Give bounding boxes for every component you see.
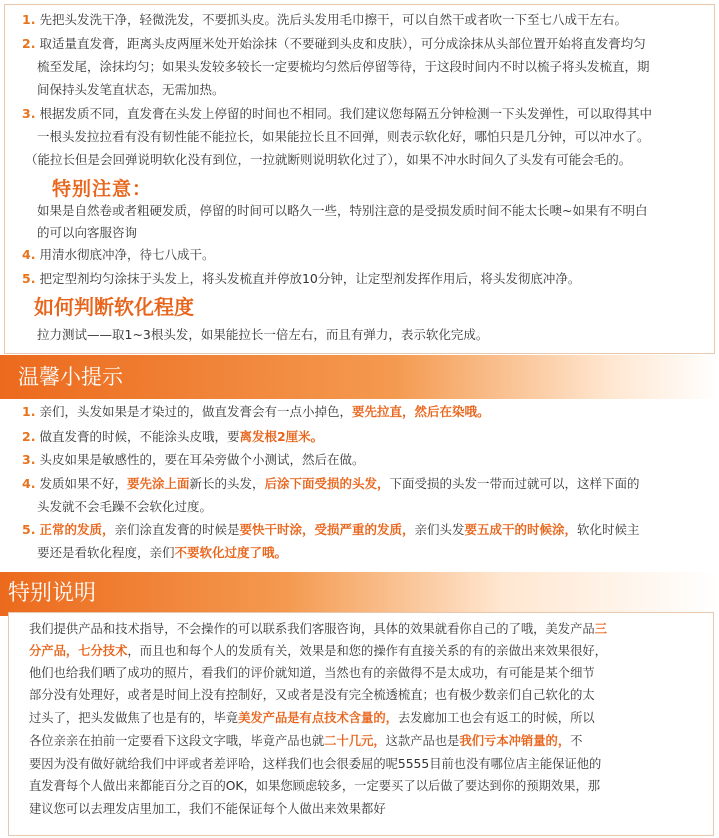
tip-text: 做直发膏的时候，不能涂头皮哦，要	[39, 429, 240, 444]
notice-text: 去发廊加工也会有返工的时候，所以	[397, 711, 595, 725]
notice-highlight: 美发产品是有点技术含量的，	[238, 711, 398, 725]
tip-number: 1.	[22, 404, 36, 419]
tip-text: 要还是看软化程度，亲们	[37, 545, 175, 560]
notice-highlight: 分产品，七分技术	[29, 644, 128, 658]
tip-highlight: 要先涂上面	[126, 476, 190, 491]
notice-line-3: 他们也给我们晒了成功的照片，看我们的评价就知道，当然也有的亲做得不是太成功，有可能是某个细节	[29, 666, 595, 680]
notice-line-2	[29, 641, 607, 663]
step-text: 把定型剂均匀涂抹于头发上，将头发梳直并停放10分钟，让定型剂发挥作用后，将头发彻底冲净。	[39, 271, 581, 286]
tip-2	[22, 428, 323, 446]
tip-text: 头皮如果是敏感性的，要在耳朵旁做个小测试，然后在做。	[39, 452, 365, 467]
softening-test-text: 拉力测试——取1~3根头发，如果能拉长一倍左右，而且有弹力，表示软化完成。	[37, 327, 489, 342]
tip-text: 软化时候主	[577, 522, 640, 537]
tip-5	[22, 521, 640, 539]
tip-text: 亲们涂直发膏的时候是	[114, 522, 240, 537]
notice-highlight: 我们亏本冲销量的，	[459, 734, 571, 748]
tip-number: 3.	[22, 452, 36, 467]
step-2	[22, 35, 646, 53]
step-3-line-2: 一根头发拉拉看有没有韧性能不能拉长，如果能拉长且不回弹，则表示软化好，哪怕只是几分钟，可以冲水了。	[37, 129, 650, 144]
tip-4-line-2: 头发就不会毛躁不会软化过度。	[37, 499, 213, 514]
special-notice-line-2: 的可以向客服咨询	[37, 225, 138, 240]
step-1	[22, 11, 627, 29]
tip-highlight: 后涂下面受损的头发，	[264, 476, 390, 491]
step-text: 根据发质不同，直发膏在头发上停留的时间也不相同。我们建议您每隔五分钟检测一下头发弹性，可以取得其中	[39, 106, 652, 121]
tip-number: 2.	[22, 429, 36, 444]
notice-text: 各位亲亲在拍前一定要看下这段文字哦，毕竟产品也就	[29, 734, 325, 748]
notice-line-6	[29, 731, 582, 753]
special-notice-line-1: 如果是自然卷或者粗硬发质，停留的时间可以略久一些，特别注意的是受损发质时间不能太长噢~如果有不明白	[37, 203, 648, 218]
step-3	[22, 105, 652, 123]
tip-number: 4.	[22, 476, 36, 491]
step-number: 1.	[22, 12, 36, 27]
notice-line-1	[29, 619, 607, 641]
notice-line-8: 直发膏每个人做出来都能百分之百的OK，如果您顾虑较多，一定要买了以后做了要达到你的预期效果，那	[29, 779, 601, 793]
notice-line-4: 部分没有处理好，或者是时间上没有控制好，又或者是没有完全梳透梳直；也有极少数亲们自己软化的太	[29, 688, 595, 702]
special-notice-heading: 特别注意：	[52, 178, 153, 200]
step-2-line-3: 间保持头发笔直状态，无需加热。	[37, 82, 225, 97]
notice-text: 不	[570, 734, 583, 748]
step-number: 2.	[22, 36, 36, 51]
notice-text: 这款产品也是	[385, 734, 460, 748]
tip-text: 亲们头发	[414, 522, 465, 537]
notice-line-7: 要因为没有做好就给我们中评或者差评哈，这样我们也会很委屈的呢5555目前也没有哪位店主能保证他的	[29, 757, 602, 771]
notice-highlight: 三	[594, 622, 607, 636]
step-number: 5.	[22, 271, 36, 286]
notice-text: ，而且也和每个人的发质有关，效果是和您的操作有直接关系的有的亲做出来效果很好，	[127, 644, 607, 658]
tip-highlight: 正常的发质，	[39, 522, 115, 537]
tip-highlight: 离发根2厘米。	[239, 429, 324, 444]
step-text: 取适量直发膏，距离头皮两厘米处开始涂抹（不要碰到头皮和皮肤），可分成涂抹从头部位置开始将直发膏均匀	[39, 36, 646, 51]
tip-text: 发质如果不好，	[39, 476, 127, 491]
tip-text: 亲们，头发如果是才染过的，做直发膏会有一点小掉色，	[39, 404, 352, 419]
notice-text: 我们提供产品和技术指导，不会操作的可以联系我们客服咨询，具体的效果就看你自己的了哦，美发产品	[29, 622, 595, 636]
tip-5-line-2	[37, 544, 287, 562]
tip-3	[22, 451, 364, 469]
notice-line-9: 建议您可以去理发店里加工，我们不能保证每个人做出来效果都好	[29, 802, 386, 816]
notice-text: 过头了，把头发做焦了也是有的，毕竟	[29, 711, 239, 725]
step-3-line-3: （能拉长但是会回弹说明软化没有到位，一拉就断则说明软化过了），如果不冲水时间久了头发有可能会毛的。	[25, 152, 632, 167]
step-number: 3.	[22, 106, 36, 121]
step-2-line-2: 梳至发尾，涂抹均匀；如果头发较多较长一定要梳均匀然后停留等待，于这段时间内不时以梳子将头发梳直，期	[37, 59, 650, 74]
notice-line-5	[29, 708, 595, 730]
step-5	[22, 270, 580, 288]
tip-highlight: 不要软化过度了哦。	[174, 545, 288, 560]
tips-banner	[0, 355, 719, 399]
tip-number: 5.	[22, 522, 36, 537]
tips-title: 温馨小提示	[18, 365, 123, 389]
notice-banner	[0, 572, 719, 616]
step-4	[22, 246, 214, 264]
step-text: 先把头发洗干净，轻微洗发，不要抓头皮。洗后头发用毛巾擦干，可以自然干或者吹一下至七八成干左右。	[39, 12, 627, 27]
softening-test-heading: 如何判断软化程度	[34, 295, 194, 319]
tip-highlight: 要五成干的时候涂，	[464, 522, 578, 537]
tip-text: 新长的头发，	[189, 476, 265, 491]
step-text: 用清水彻底冲净，待七八成干。	[39, 247, 215, 262]
tip-1	[22, 403, 489, 421]
tip-highlight: 要先拉直，然后在染哦。	[351, 404, 490, 419]
tip-text: 下面受损的头发一带而过就可以，这样下面的	[389, 476, 640, 491]
step-number: 4.	[22, 247, 36, 262]
notice-title: 特别说明	[8, 581, 97, 606]
tip-4	[22, 475, 640, 493]
tip-highlight: 要快干时涂，受损严重的发质，	[239, 522, 415, 537]
notice-highlight: 二十几元，	[324, 734, 386, 748]
